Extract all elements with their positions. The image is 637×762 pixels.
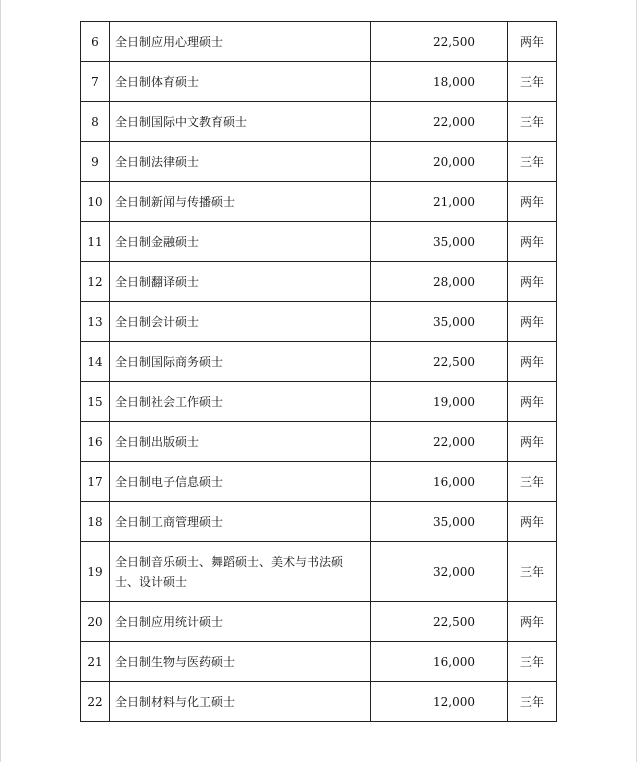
tuition-fee: 22,500	[371, 602, 508, 642]
table-row	[81, 182, 557, 222]
program-name: 全日制电子信息硕士	[110, 462, 371, 502]
tuition-fee: 16,000	[371, 462, 508, 502]
row-number: 20	[81, 602, 110, 642]
tuition-fee: 19,000	[371, 382, 508, 422]
table-row	[81, 22, 557, 62]
program-name: 全日制法律硕士	[110, 142, 371, 182]
tuition-fee: 18,000	[371, 62, 508, 102]
table-row	[81, 222, 557, 262]
study-duration: 两年	[508, 22, 557, 62]
row-number: 12	[81, 262, 110, 302]
table-row	[81, 462, 557, 502]
tuition-fee: 28,000	[371, 262, 508, 302]
row-number: 22	[81, 682, 110, 722]
tuition-fee: 22,000	[371, 422, 508, 462]
tuition-fee: 12,000	[371, 682, 508, 722]
tuition-fee: 32,000	[371, 542, 508, 602]
tuition-fee: 22,500	[371, 22, 508, 62]
program-name: 全日制会计硕士	[110, 302, 371, 342]
program-name: 全日制国际商务硕士	[110, 342, 371, 382]
table-row	[81, 62, 557, 102]
tuition-fee: 35,000	[371, 222, 508, 262]
tuition-table	[80, 21, 557, 722]
table-row	[81, 342, 557, 382]
study-duration: 三年	[508, 642, 557, 682]
table-row	[81, 642, 557, 682]
table-row	[81, 542, 557, 602]
row-number: 11	[81, 222, 110, 262]
row-number: 14	[81, 342, 110, 382]
page-bottom-margin	[0, 750, 637, 762]
tuition-fee: 21,000	[371, 182, 508, 222]
program-name: 全日制音乐硕士、舞蹈硕士、美术与书法硕士、设计硕士	[110, 542, 371, 602]
row-number: 18	[81, 502, 110, 542]
table-row	[81, 262, 557, 302]
program-name: 全日制金融硕士	[110, 222, 371, 262]
row-number: 9	[81, 142, 110, 182]
page-left-edge	[0, 0, 1, 762]
study-duration: 三年	[508, 102, 557, 142]
program-name: 全日制工商管理硕士	[110, 502, 371, 542]
program-name: 全日制国际中文教育硕士	[110, 102, 371, 142]
tuition-fee: 35,000	[371, 502, 508, 542]
study-duration: 两年	[508, 342, 557, 382]
study-duration: 三年	[508, 542, 557, 602]
study-duration: 两年	[508, 502, 557, 542]
table-row	[81, 102, 557, 142]
table-row	[81, 142, 557, 182]
row-number: 6	[81, 22, 110, 62]
program-name: 全日制生物与医药硕士	[110, 642, 371, 682]
table-row	[81, 302, 557, 342]
study-duration: 三年	[508, 62, 557, 102]
program-name: 全日制新闻与传播硕士	[110, 182, 371, 222]
program-name: 全日制出版硕士	[110, 422, 371, 462]
study-duration: 两年	[508, 422, 557, 462]
row-number: 7	[81, 62, 110, 102]
tuition-fee: 16,000	[371, 642, 508, 682]
program-name: 全日制翻译硕士	[110, 262, 371, 302]
table-row	[81, 602, 557, 642]
table-row	[81, 422, 557, 462]
study-duration: 两年	[508, 182, 557, 222]
table-row	[81, 502, 557, 542]
study-duration: 两年	[508, 222, 557, 262]
row-number: 8	[81, 102, 110, 142]
row-number: 15	[81, 382, 110, 422]
row-number: 16	[81, 422, 110, 462]
program-name: 全日制应用心理硕士	[110, 22, 371, 62]
row-number: 21	[81, 642, 110, 682]
tuition-fee: 22,000	[371, 102, 508, 142]
program-name: 全日制体育硕士	[110, 62, 371, 102]
row-number: 17	[81, 462, 110, 502]
row-number: 13	[81, 302, 110, 342]
table-row	[81, 682, 557, 722]
study-duration: 三年	[508, 462, 557, 502]
study-duration: 两年	[508, 262, 557, 302]
program-name: 全日制社会工作硕士	[110, 382, 371, 422]
tuition-fee: 22,500	[371, 342, 508, 382]
row-number: 10	[81, 182, 110, 222]
program-name: 全日制应用统计硕士	[110, 602, 371, 642]
study-duration: 两年	[508, 382, 557, 422]
study-duration: 三年	[508, 142, 557, 182]
program-name: 全日制材料与化工硕士	[110, 682, 371, 722]
row-number: 19	[81, 542, 110, 602]
tuition-fee: 20,000	[371, 142, 508, 182]
table-row	[81, 382, 557, 422]
study-duration: 三年	[508, 682, 557, 722]
study-duration: 两年	[508, 302, 557, 342]
tuition-fee: 35,000	[371, 302, 508, 342]
study-duration: 两年	[508, 602, 557, 642]
